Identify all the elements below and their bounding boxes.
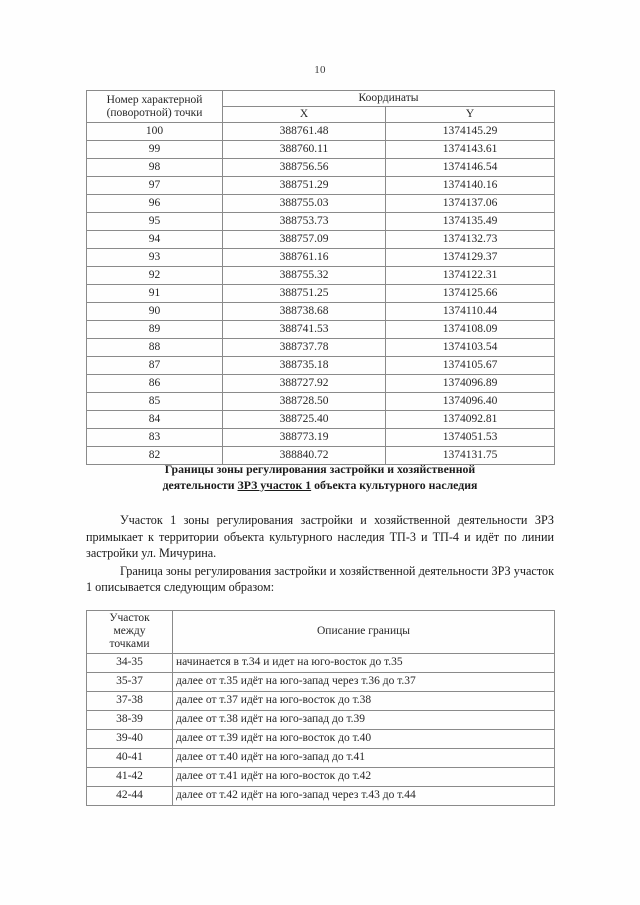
cell-point-number: 85 <box>87 393 223 411</box>
table-row <box>87 231 555 249</box>
section-heading-line1: Границы зоны регулирования застройки и хозяйственной <box>164 462 476 476</box>
cell-y: 1374110.44 <box>386 303 555 321</box>
cell-y: 1374135.49 <box>386 213 555 231</box>
cell-point-number: 87 <box>87 357 223 375</box>
cell-x: 388755.03 <box>223 195 386 213</box>
cell-point-number: 89 <box>87 321 223 339</box>
coordinates-table <box>86 90 555 465</box>
table-row <box>87 195 555 213</box>
border-table-body <box>87 653 555 805</box>
cell-x: 388760.11 <box>223 141 386 159</box>
cell-y: 1374108.09 <box>386 321 555 339</box>
header-x: X <box>223 107 386 123</box>
cell-description: далее от т.38 идёт на юго-запад до т.39 <box>173 710 555 729</box>
header-description: Описание границы <box>173 611 555 654</box>
table-row <box>87 691 555 710</box>
cell-segment: 39-40 <box>87 729 173 748</box>
table-row <box>87 729 555 748</box>
header-point-number-line2: (поворотной) точки <box>106 106 203 119</box>
header-segment-line2: между <box>113 625 146 638</box>
cell-x: 388773.19 <box>223 429 386 447</box>
header-coordinates: Координаты <box>223 91 555 107</box>
cell-x: 388840.72 <box>223 447 386 465</box>
table-row <box>87 710 555 729</box>
cell-y: 1374103.54 <box>386 339 555 357</box>
header-segment-line1: Участок <box>109 612 150 624</box>
header-segment <box>87 611 173 654</box>
cell-y: 1374096.40 <box>386 393 555 411</box>
cell-x: 388735.18 <box>223 357 386 375</box>
table-row <box>87 213 555 231</box>
cell-description: далее от т.35 идёт на юго-запад через т.36 до т.37 <box>173 672 555 691</box>
coordinates-table-header <box>87 91 555 123</box>
cell-x: 388753.73 <box>223 213 386 231</box>
header-point-number <box>87 91 223 123</box>
table-row <box>87 339 555 357</box>
section-heading <box>86 462 554 493</box>
cell-x: 388757.09 <box>223 231 386 249</box>
table-row <box>87 141 555 159</box>
coordinates-table-container <box>86 90 554 465</box>
cell-segment: 34-35 <box>87 653 173 672</box>
border-description-table <box>86 610 555 806</box>
cell-x: 388727.92 <box>223 375 386 393</box>
cell-description: далее от т.37 идёт на юго-восток до т.38 <box>173 691 555 710</box>
cell-point-number: 92 <box>87 267 223 285</box>
cell-point-number: 97 <box>87 177 223 195</box>
cell-segment: 42-44 <box>87 786 173 805</box>
cell-x: 388737.78 <box>223 339 386 357</box>
table-row <box>87 786 555 805</box>
cell-y: 1374129.37 <box>386 249 555 267</box>
cell-x: 388761.48 <box>223 123 386 141</box>
cell-x: 388725.40 <box>223 411 386 429</box>
cell-x: 388728.50 <box>223 393 386 411</box>
table-row <box>87 672 555 691</box>
cell-y: 1374051.53 <box>386 429 555 447</box>
cell-segment: 37-38 <box>87 691 173 710</box>
cell-point-number: 95 <box>87 213 223 231</box>
cell-y: 1374146.54 <box>386 159 555 177</box>
cell-x: 388761.16 <box>223 249 386 267</box>
cell-point-number: 86 <box>87 375 223 393</box>
coordinates-table-body <box>87 123 555 465</box>
cell-y: 1374137.06 <box>386 195 555 213</box>
border-table-header <box>87 611 555 654</box>
cell-point-number: 99 <box>87 141 223 159</box>
body-text <box>86 512 554 597</box>
table-header-row <box>87 91 555 107</box>
cell-y: 1374125.66 <box>386 285 555 303</box>
table-row <box>87 411 555 429</box>
cell-x: 388751.25 <box>223 285 386 303</box>
cell-y: 1374105.67 <box>386 357 555 375</box>
cell-y: 1374131.75 <box>386 447 555 465</box>
paragraph-2: Граница зоны регулирования застройки и хозяйственной деятельности ЗРЗ участок 1 описывается следующим образом: <box>86 563 554 595</box>
cell-segment: 40-41 <box>87 748 173 767</box>
cell-point-number: 83 <box>87 429 223 447</box>
table-row <box>87 159 555 177</box>
cell-y: 1374145.29 <box>386 123 555 141</box>
cell-y: 1374140.16 <box>386 177 555 195</box>
table-row <box>87 321 555 339</box>
table-row <box>87 303 555 321</box>
table-row <box>87 375 555 393</box>
header-y: Y <box>386 107 555 123</box>
header-point-number-line1: Номер характерной <box>106 93 203 106</box>
cell-x: 388755.32 <box>223 267 386 285</box>
table-row <box>87 767 555 786</box>
table-row <box>87 429 555 447</box>
table-header-row <box>87 611 555 654</box>
cell-segment: 41-42 <box>87 767 173 786</box>
cell-description: далее от т.39 идёт на юго-восток до т.40 <box>173 729 555 748</box>
cell-point-number: 91 <box>87 285 223 303</box>
table-row <box>87 748 555 767</box>
cell-description: далее от т.41 идёт на юго-восток до т.42 <box>173 767 555 786</box>
section-heading-suffix: объекта культурного наследия <box>311 477 478 492</box>
cell-y: 1374132.73 <box>386 231 555 249</box>
table-row <box>87 177 555 195</box>
section-heading-prefix: деятельности <box>162 477 238 492</box>
cell-segment: 35-37 <box>87 672 173 691</box>
cell-x: 388756.56 <box>223 159 386 177</box>
table-row <box>87 123 555 141</box>
section-heading-underlined: ЗРЗ участок 1 <box>237 477 312 492</box>
cell-segment: 38-39 <box>87 710 173 729</box>
cell-point-number: 82 <box>87 447 223 465</box>
cell-point-number: 93 <box>87 249 223 267</box>
cell-y: 1374122.31 <box>386 267 555 285</box>
cell-point-number: 90 <box>87 303 223 321</box>
cell-point-number: 96 <box>87 195 223 213</box>
table-row <box>87 267 555 285</box>
cell-description: начинается в т.34 и идет на юго-восток до т.35 <box>173 653 555 672</box>
border-description-table-container <box>86 610 554 806</box>
cell-point-number: 88 <box>87 339 223 357</box>
cell-y: 1374092.81 <box>386 411 555 429</box>
cell-x: 388741.53 <box>223 321 386 339</box>
page-number: 10 <box>314 64 326 76</box>
cell-y: 1374096.89 <box>386 375 555 393</box>
cell-y: 1374143.61 <box>386 141 555 159</box>
table-row <box>87 357 555 375</box>
cell-point-number: 98 <box>87 159 223 177</box>
cell-description: далее от т.40 идёт на юго-запад до т.41 <box>173 748 555 767</box>
paragraph-1: Участок 1 зоны регулирования застройки и хозяйственной деятельности ЗРЗ примыкает к территории объекта культурного наследия ТП-3 и ТП-4 и идёт по линии застройки ул. Мичурина. <box>86 513 554 561</box>
table-row <box>87 249 555 267</box>
cell-point-number: 84 <box>87 411 223 429</box>
table-row <box>87 653 555 672</box>
cell-point-number: 100 <box>87 123 223 141</box>
cell-x: 388738.68 <box>223 303 386 321</box>
cell-x: 388751.29 <box>223 177 386 195</box>
cell-description: далее от т.42 идёт на юго-запад через т.43 до т.44 <box>173 786 555 805</box>
section-heading-line2 <box>86 478 554 494</box>
table-row <box>87 393 555 411</box>
header-segment-line3: точками <box>109 638 150 651</box>
table-row <box>87 285 555 303</box>
cell-point-number: 94 <box>87 231 223 249</box>
